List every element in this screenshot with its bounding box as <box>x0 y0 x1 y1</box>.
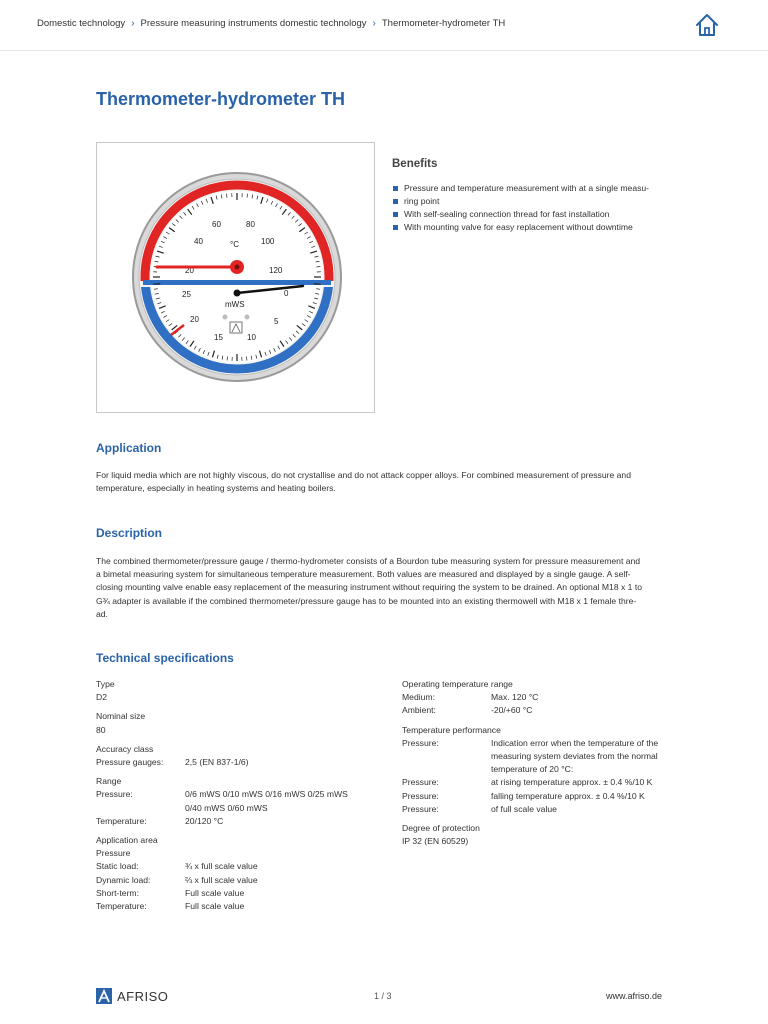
description-line: G¾ adapter is available if the combined thermometer/pressure gauge has to be mounted into an existing thermowell with M18 x 1 female thre- <box>96 595 637 606</box>
spec-perf1-key: Pressure: <box>402 737 439 748</box>
benefit-item-continued: ring point <box>393 195 668 208</box>
spec-short-key: Short-term: <box>96 887 139 898</box>
spec-perf3-value: falling temperature approx. ± 0.4 %/10 K <box>491 790 645 801</box>
benefit-item: Pressure and temperature measurement with at a single measu- <box>393 182 668 195</box>
spec-accuracy-key: Pressure gauges: <box>96 757 164 768</box>
gauge-minor-tick <box>226 194 227 198</box>
application-text <box>96 469 676 495</box>
temp-tick-40: 40 <box>194 237 203 246</box>
benefits-list <box>393 182 668 234</box>
spec-op-label: Operating temperature range <box>402 679 513 689</box>
spec-type-label: Type <box>96 679 115 689</box>
spec-perf2-key: Pressure: <box>402 777 439 788</box>
spec-dynamic-value: ⅔ x full scale value <box>185 874 258 885</box>
spec-accuracy-value: 2,5 (EN 837-1/6) <box>185 757 249 768</box>
temp-tick-80: 80 <box>246 220 255 229</box>
footer-logo <box>96 988 168 1004</box>
spec-short-value: Full scale value <box>185 887 245 898</box>
header-divider <box>0 50 768 51</box>
chevron-right-icon: › <box>372 18 376 29</box>
spec-range-label: Range <box>96 776 122 787</box>
spec-accuracy-label: Accuracy class <box>96 743 154 754</box>
pressure-tick-0: 0 <box>284 289 289 298</box>
spec-ambient-key: Ambient: <box>402 705 436 716</box>
description-line: ad. <box>96 608 108 619</box>
pressure-tick-10: 10 <box>247 333 256 342</box>
temp-tick-20: 20 <box>185 266 194 275</box>
breadcrumb-pressure-instruments[interactable]: Pressure measuring instruments domestic technology <box>140 18 367 29</box>
temp-unit: °C <box>230 240 239 249</box>
spec-dynamic-key: Dynamic load: <box>96 874 151 885</box>
breadcrumb-current-page: Thermometer-hydrometer TH <box>381 18 506 29</box>
specs-right-column <box>402 678 682 848</box>
page-number: 1 / 3 <box>374 991 392 1001</box>
spec-perf3-key: Pressure: <box>402 790 439 801</box>
description-line: closing mounting valve enable easy replacement of the measuring instrument without requiring the system to be drained. An optional M18 x 1 to <box>96 582 643 593</box>
spec-perf-label: Temperature performance <box>402 724 501 735</box>
page-title: Thermometer-hydrometer TH <box>96 89 346 109</box>
spec-protection-label: Degree of protection <box>402 823 480 834</box>
spec-perf1-value-2: measuring system deviates from the normal <box>491 751 658 762</box>
pressure-tick-15: 15 <box>214 333 223 342</box>
spec-medium-key: Medium: <box>402 692 435 703</box>
spec-range-temp-key: Temperature: <box>96 815 147 826</box>
breadcrumb-domestic-technology[interactable]: Domestic technology <box>37 18 126 29</box>
gauge-major-tick <box>314 284 321 285</box>
spec-temp-value: Full scale value <box>185 901 245 912</box>
spec-static-value: ¾ x full scale value <box>185 861 258 872</box>
spec-perf4-key: Pressure: <box>402 803 439 814</box>
gauge-illustration <box>97 143 376 414</box>
gauge-minor-tick <box>316 266 320 267</box>
spec-perf2-value: at rising temperature approx. ± 0.4 %/10 K <box>491 777 653 788</box>
pressure-tick-25: 25 <box>182 290 191 299</box>
spec-area-sub: Pressure <box>96 848 131 859</box>
benefit-item: With self-sealing connection thread for fast installation <box>393 208 668 221</box>
product-image <box>96 142 375 413</box>
breadcrumb <box>37 18 505 29</box>
spec-medium-value: Max. 120 °C <box>491 692 539 703</box>
gauge-major-tick <box>153 284 160 285</box>
description-text <box>96 555 676 621</box>
description-line: The combined thermometer/pressure gauge / thermo-hydrometer consists of a Bourdon tube measuring system for pressure measurement and <box>96 556 641 566</box>
spec-range-pressure-key: Pressure: <box>96 789 133 800</box>
spec-area-label: Application area <box>96 835 158 846</box>
spec-size-value: 80 <box>96 724 106 735</box>
spec-size-label: Nominal size <box>96 711 146 722</box>
spec-range-pressure-value: 0/6 mWS 0/10 mWS 0/16 mWS 0/25 mWS <box>185 789 348 800</box>
application-heading: Application <box>96 441 162 455</box>
description-line: a bimetal measuring system for simultaneous temperature measurement. Both values are measured and displayed by a single gauge. A self- <box>96 569 631 580</box>
spec-type-value: D2 <box>96 692 107 703</box>
spec-perf1-value: Indication error when the temperature of the <box>491 737 659 748</box>
spec-static-key: Static load: <box>96 861 139 872</box>
pressure-tick-5: 5 <box>274 317 279 326</box>
temp-tick-60: 60 <box>212 220 221 229</box>
spec-range-pressure-value-2: 0/40 mWS 0/60 mWS <box>185 802 268 813</box>
application-line: For liquid media which are not highly viscous, do not crystallise and do not attack copper alloys. For combined measurement of pressure and <box>96 470 631 480</box>
gauge-minor-tick <box>247 194 248 198</box>
home-icon[interactable] <box>694 12 720 38</box>
application-line: temperature, especially in heating systems and heating boilers. <box>96 483 336 494</box>
spec-ambient-value: -20/+60 °C <box>491 705 533 716</box>
temp-tick-100: 100 <box>261 237 275 246</box>
pressure-tick-20: 20 <box>190 315 199 324</box>
spec-perf1-value-3: temperature of 20 °C: <box>491 764 574 775</box>
benefit-item: With mounting valve for easy replacement without downtime <box>393 221 668 234</box>
spec-range-temp-value: 20/120 °C <box>185 815 224 826</box>
pressure-unit: mWS <box>225 300 245 309</box>
spec-perf4-value: of full scale value <box>491 803 557 814</box>
footer-brand: AFRISO <box>117 988 169 1004</box>
footer-website-link[interactable]: www.afriso.de <box>606 991 663 1001</box>
temp-tick-120: 120 <box>269 266 283 275</box>
spec-temp-key: Temperature: <box>96 901 147 912</box>
afriso-logo-icon <box>96 988 112 1004</box>
description-heading: Description <box>96 526 163 540</box>
specs-left-column <box>96 678 376 913</box>
chevron-right-icon: › <box>131 18 135 29</box>
benefits-heading: Benefits <box>392 158 438 170</box>
specs-heading: Technical specifications <box>96 651 234 665</box>
spec-protection-value: IP 32 (EN 60529) <box>402 836 469 847</box>
